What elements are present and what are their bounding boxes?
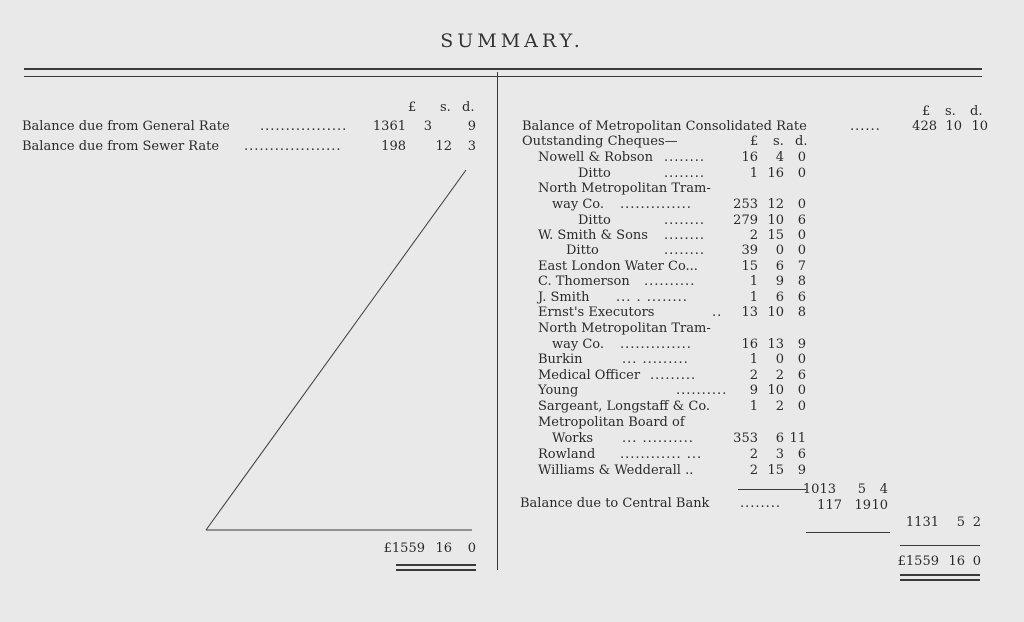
row-shillings: 0: [775, 243, 784, 258]
row-pence: 0: [797, 243, 806, 258]
row-pounds: 16: [741, 150, 758, 165]
row-pence: 8: [797, 305, 806, 320]
row-label: Ernst's Executors: [538, 305, 655, 320]
row-pounds: 16: [741, 337, 758, 352]
row-pounds: 2: [749, 463, 758, 478]
total-double-rule-2: [396, 569, 476, 571]
row-pounds: 1013: [802, 482, 836, 497]
row-pounds: 1131: [905, 515, 939, 530]
row-pounds: 428: [912, 119, 937, 134]
row-pounds: 1: [749, 399, 758, 414]
row-leader: ........: [664, 166, 706, 181]
row-shillings: 13: [767, 337, 784, 352]
total-shillings: 16: [435, 541, 452, 556]
row-pence: 8: [797, 274, 806, 289]
top-rule-thick: [24, 68, 982, 70]
row-pence: 6: [797, 368, 806, 383]
row-pounds: 1361: [372, 119, 406, 134]
row-pence: 0: [797, 166, 806, 181]
row-label: Metropolitan Board of: [538, 415, 685, 430]
cheques-heading: Outstanding Cheques—: [522, 134, 678, 149]
row-pounds: 1: [749, 290, 758, 305]
right-shillings-header: s.: [945, 104, 956, 119]
total-pounds: £1559: [897, 554, 939, 569]
row-label: Balance due to Central Bank: [520, 496, 710, 511]
row-label: East London Water Co...: [538, 259, 698, 274]
row-pounds: 1: [749, 166, 758, 181]
total-pence: 0: [972, 554, 981, 569]
left-pounds-header: £: [408, 100, 417, 115]
row-leader: .................: [260, 119, 348, 134]
row-pounds: 1: [749, 352, 758, 367]
row-leader: ............ ...: [620, 447, 703, 462]
row-pounds: 2: [749, 368, 758, 383]
row-pounds: 353: [733, 431, 758, 446]
row-shillings: 10: [767, 213, 784, 228]
row-leader: .........: [650, 368, 697, 383]
total-double-rule-1: [396, 564, 476, 566]
row-pence: 6: [797, 447, 806, 462]
row-label: W. Smith & Sons: [538, 228, 648, 243]
row-label: Burkin: [538, 352, 583, 367]
row-shillings: 10: [767, 305, 784, 320]
row-leader: ..........: [676, 383, 728, 398]
left-pence-header: d.: [462, 100, 475, 115]
row-shillings: 5: [857, 482, 866, 497]
row-shillings: 4: [775, 150, 784, 165]
row-shillings: 12: [767, 197, 784, 212]
row-shillings: 10: [945, 119, 962, 134]
row-leader: ........: [664, 150, 706, 165]
row-label: Ditto: [578, 166, 611, 181]
row-pence: 10: [871, 498, 888, 513]
row-shillings: 16: [767, 166, 784, 181]
row-pence: 0: [797, 352, 806, 367]
row-pence: 6: [797, 213, 806, 228]
row-shillings: 10: [767, 383, 784, 398]
row-shillings: 9: [775, 274, 784, 289]
row-label: North Metropolitan Tram-: [538, 181, 711, 196]
top-rule-thin: [24, 76, 982, 77]
row-pence: 9: [467, 119, 476, 134]
row-pence: 9: [797, 337, 806, 352]
row-pence: 2: [972, 515, 981, 530]
row-pence: 4: [879, 482, 888, 497]
row-shillings: 3: [775, 447, 784, 462]
row-label: Rowland: [538, 447, 596, 462]
row-shillings: 6: [775, 290, 784, 305]
subtotal-rule: [806, 532, 890, 533]
total-double-rule-1: [900, 574, 980, 576]
row-leader: ........: [740, 496, 782, 511]
row-shillings: 19: [854, 498, 871, 513]
cheques-pounds-header: £: [750, 134, 759, 149]
row-pence: 0: [797, 197, 806, 212]
row-label: Works: [552, 431, 594, 446]
row-pounds: 198: [381, 139, 406, 154]
row-label: Balance due from Sewer Rate: [22, 139, 220, 154]
total-pence: 0: [467, 541, 476, 556]
row-label: Ditto: [578, 213, 611, 228]
row-label: Williams & Wedderall ..: [538, 463, 694, 478]
row-label: Sargeant, Longstaff & Co.: [538, 399, 711, 414]
row-pence: 0: [797, 150, 806, 165]
cancellation-diagonal: [200, 166, 480, 536]
row-pence: 10: [971, 119, 988, 134]
row-pence: 0: [797, 399, 806, 414]
total-double-rule-2: [900, 579, 980, 581]
row-pounds: 117: [817, 498, 842, 513]
right-pounds-header: £: [922, 104, 931, 119]
right-pence-header: d.: [970, 104, 983, 119]
row-shillings: 15: [767, 463, 784, 478]
row-shillings: 6: [775, 431, 784, 446]
row-shillings: 2: [775, 368, 784, 383]
row-pence: 3: [467, 139, 476, 154]
row-label: Balance due from General Rate: [22, 119, 230, 134]
row-label: Balance of Metropolitan Consolidated Rate: [522, 119, 807, 134]
row-pounds: 279: [733, 213, 758, 228]
page-title: SUMMARY.: [440, 30, 584, 52]
row-pounds: 9: [749, 383, 758, 398]
row-shillings: 0: [775, 352, 784, 367]
total-rule-top: [900, 545, 980, 546]
row-leader: ...................: [244, 139, 342, 154]
row-label: Nowell & Robson: [538, 150, 653, 165]
row-pounds: 15: [741, 259, 758, 274]
row-pence: 9: [797, 463, 806, 478]
row-pence: 6: [797, 290, 806, 305]
row-leader: ... . ........: [616, 290, 688, 305]
left-shillings-header: s.: [440, 100, 451, 115]
total-pounds: £1559: [383, 541, 425, 556]
cheques-pence-header: d.: [795, 134, 808, 149]
row-pence: 0: [797, 383, 806, 398]
row-label: way Co.: [552, 197, 605, 212]
row-label: Ditto: [566, 243, 599, 258]
row-label: Medical Officer: [538, 368, 641, 383]
cheques-sum-rule: [738, 489, 806, 490]
row-shillings: 5: [956, 515, 965, 530]
row-label: J. Smith: [538, 290, 590, 305]
cheques-shillings-header: s.: [773, 134, 784, 149]
row-leader: ... .........: [622, 352, 689, 367]
row-shillings: 12: [435, 139, 452, 154]
row-shillings: 15: [767, 228, 784, 243]
row-shillings: 3: [423, 119, 432, 134]
row-shillings: 2: [775, 399, 784, 414]
row-pounds: 2: [749, 228, 758, 243]
row-pounds: 1: [749, 274, 758, 289]
row-pounds: 13: [741, 305, 758, 320]
row-leader: ..............: [620, 197, 692, 212]
row-shillings: 6: [775, 259, 784, 274]
row-leader: ... ..........: [622, 431, 694, 446]
row-leader: ......: [850, 119, 881, 134]
row-leader: ........: [664, 228, 706, 243]
row-leader: ..: [712, 305, 723, 320]
row-leader: ........: [664, 243, 706, 258]
total-shillings: 16: [948, 554, 965, 569]
row-pence: 0: [797, 228, 806, 243]
row-label: North Metropolitan Tram-: [538, 321, 711, 336]
row-leader: ..........: [644, 274, 696, 289]
row-leader: ..............: [620, 337, 692, 352]
row-pounds: 253: [733, 197, 758, 212]
row-pounds: 39: [741, 243, 758, 258]
row-pounds: 2: [749, 447, 758, 462]
row-pence: 11: [789, 431, 806, 446]
row-label: Young: [538, 383, 579, 398]
row-leader: ........: [664, 213, 706, 228]
row-label: way Co.: [552, 337, 605, 352]
row-pence: 7: [797, 259, 806, 274]
row-label: C. Thomerson: [538, 274, 630, 289]
column-divider: [497, 72, 498, 570]
